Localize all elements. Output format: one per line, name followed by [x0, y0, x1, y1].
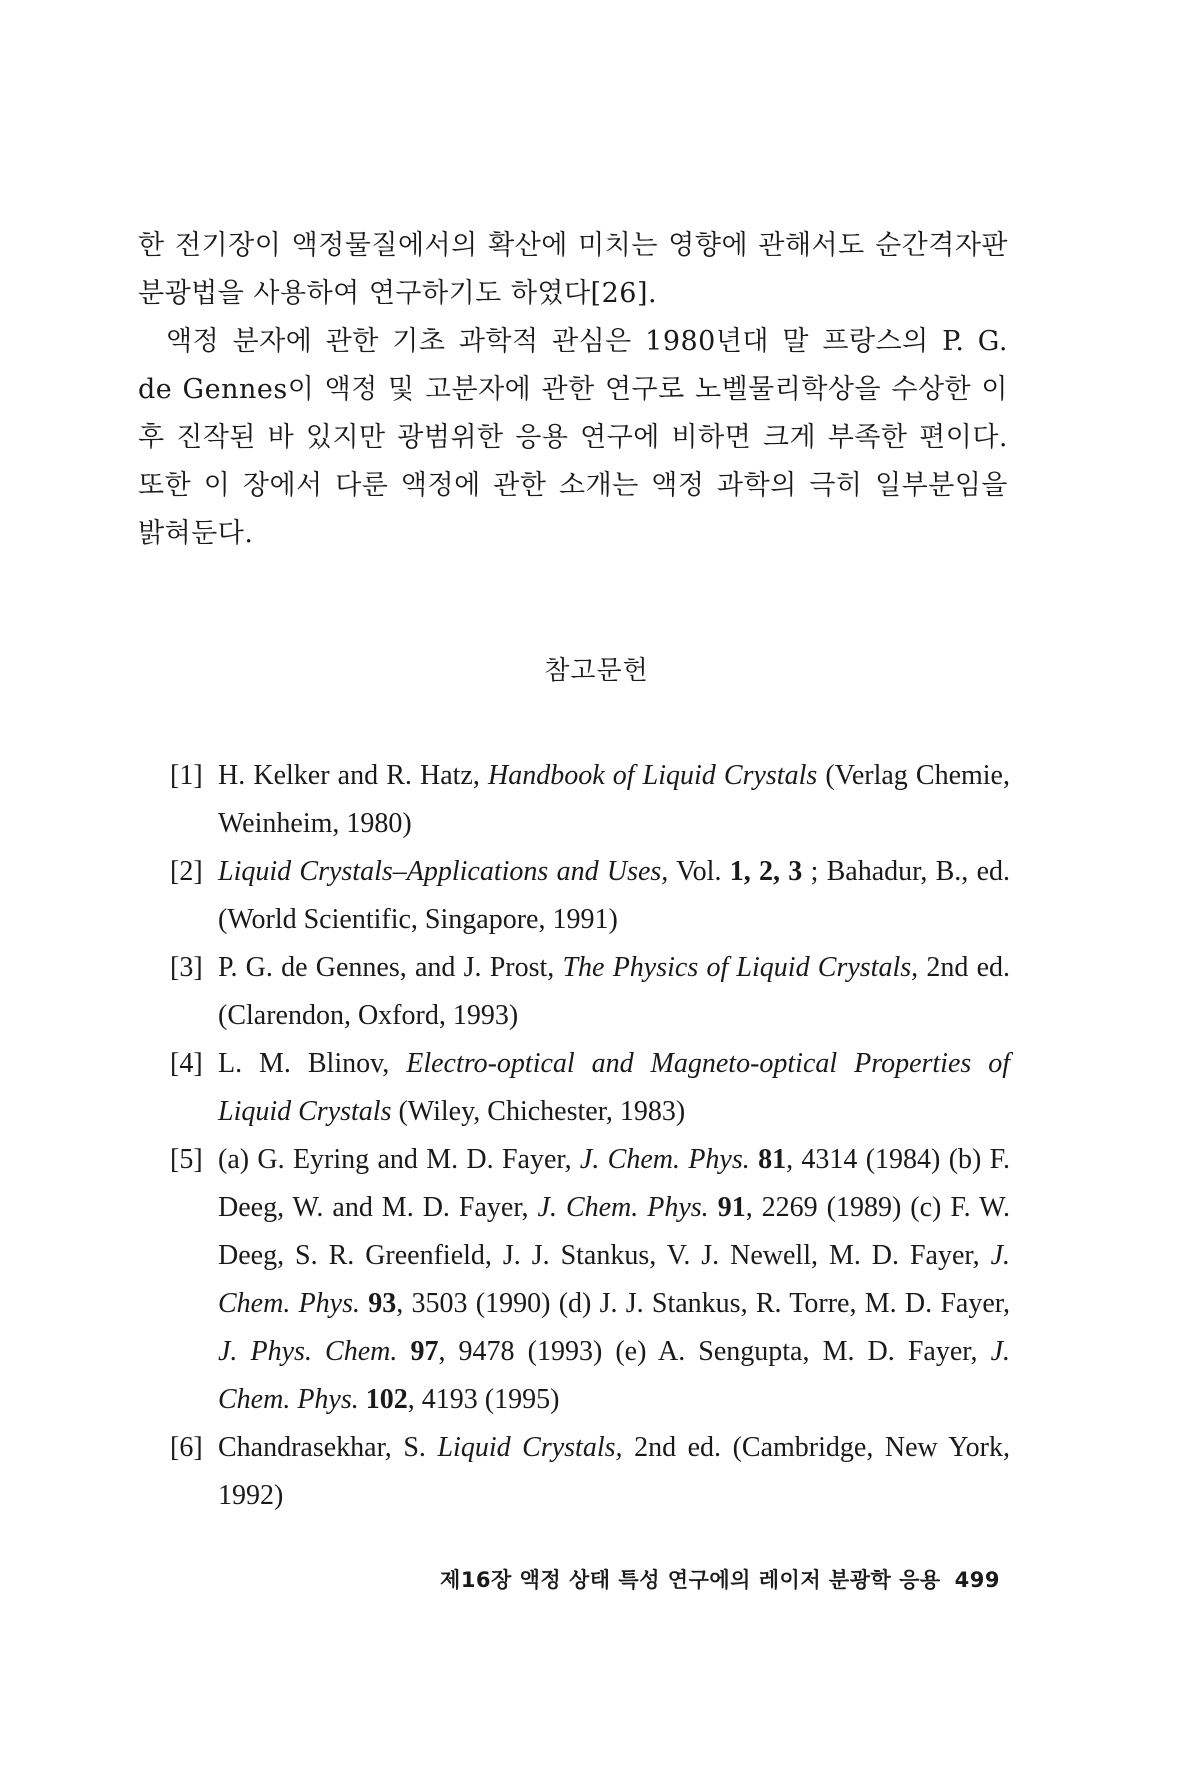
reference-fragment: , 2269 (1989) (c) F. W. Deeg, S. R. Greenfield, J. J. Stankus, V. J. Newell, M. D. Fayer,	[218, 1192, 1011, 1271]
reference-number: [2]	[170, 856, 203, 887]
reference-fragment: J. Chem. Phys.	[579, 1144, 750, 1175]
reference-fragment: Liquid Crystals–Applications and Uses,	[218, 856, 669, 887]
reference-fragment: 2nd ed. (Cambridge, New York, 1992)	[218, 1432, 1010, 1511]
reference-fragment: (a) G. Eyring and M. D. Fayer,	[218, 1144, 580, 1175]
reference-fragment: Electro-optical and Magneto-optical Properties of Liquid Crystals	[218, 1048, 1010, 1127]
reference-list	[170, 752, 1010, 1520]
reference-fragment: , 9478 (1993) (e) A. Sengupta, M. D. Fayer,	[438, 1336, 991, 1367]
page-number: 499	[954, 1568, 1000, 1592]
page-footer	[0, 1564, 1000, 1594]
reference-fragment: Chandrasekhar, S.	[218, 1432, 438, 1463]
reference-fragment	[750, 1144, 758, 1175]
reference-item	[170, 944, 1010, 1040]
reference-fragment: , 3503 (1990) (d) J. J. Stankus, R. Torre, M. D. Fayer,	[396, 1288, 1010, 1319]
paragraph-1: 한 전기장이 액정물질에서의 확산에 미치는 영향에 관해서도 순간격자판 분광법을 사용하여 연구하기도 하였다[26].	[138, 230, 1008, 309]
reference-fragment: J. Chem. Phys.	[537, 1192, 709, 1223]
reference-fragment	[709, 1192, 718, 1223]
reference-number: [1]	[170, 760, 203, 791]
reference-item	[170, 1040, 1010, 1136]
reference-text	[218, 944, 1010, 1040]
reference-fragment: H. Kelker and R. Hatz,	[218, 760, 488, 791]
reference-fragment: L. M. Blinov,	[218, 1048, 407, 1079]
reference-text	[218, 1040, 1010, 1136]
reference-item	[170, 848, 1010, 944]
reference-fragment: J. Chem. Phys.	[218, 1240, 1010, 1319]
reference-fragment: , 4193 (1995)	[407, 1384, 560, 1415]
reference-fragment	[397, 1336, 410, 1367]
reference-fragment: , 4314 (1984) (b) F. Deeg, W. and M. D. Fayer,	[218, 1144, 1010, 1223]
reference-fragment: 93	[368, 1288, 397, 1319]
reference-fragment: Vol.	[668, 856, 730, 887]
reference-number: [6]	[170, 1432, 203, 1463]
reference-fragment: 81	[758, 1144, 787, 1175]
reference-item	[170, 1424, 1010, 1520]
reference-fragment: 97	[410, 1336, 439, 1367]
reference-fragment: The Physics of Liquid Crystals,	[562, 952, 919, 983]
reference-number: [4]	[170, 1048, 203, 1079]
reference-fragment: Handbook of Liquid Crystals	[487, 760, 818, 791]
reference-number: [5]	[170, 1144, 203, 1175]
reference-fragment: 2nd ed. (Clarendon, Oxford, 1993)	[218, 952, 1010, 1031]
reference-fragment: 102	[365, 1384, 408, 1415]
reference-item	[170, 752, 1010, 848]
reference-item	[170, 1136, 1010, 1424]
reference-text	[218, 1136, 1010, 1424]
paragraph-2: 액정 분자에 관한 기초 과학적 관심은 1980년대 말 프랑스의 P. G. de Gennes이 액정 및 고분자에 관한 연구로 노벨물리학상을 수상한 이후 진작된 바 있지만 광범위한 응용 연구에 비하면 크게 부족한 편이다. 또한 이 장에서 다룬 액정에 관한 소개는 액정 과학의 극히 일부분임을 밝혀둔다.	[138, 326, 1008, 549]
reference-fragment: ; Bahadur, B., ed. (World Scientific, Singapore, 1991)	[218, 856, 1011, 935]
reference-fragment: (Wiley, Chichester, 1983)	[391, 1096, 686, 1127]
body-text	[138, 222, 1008, 558]
reference-text	[218, 752, 1010, 848]
references-heading: 참고문헌	[544, 656, 649, 686]
reference-fragment: J. Chem. Phys.	[218, 1336, 1011, 1415]
reference-text	[218, 848, 1010, 944]
reference-fragment: J. Phys. Chem.	[218, 1336, 398, 1367]
reference-number: [3]	[170, 952, 203, 983]
reference-fragment: 1, 2, 3	[729, 856, 803, 887]
reference-fragment: P. G. de Gennes, and J. Prost,	[218, 952, 563, 983]
reference-fragment: (Verlag Chemie, Weinheim, 1980)	[218, 760, 1010, 839]
reference-fragment: 91	[717, 1192, 746, 1223]
reference-fragment	[359, 1384, 366, 1415]
reference-text	[218, 1424, 1010, 1520]
reference-fragment: Liquid Crystals,	[437, 1432, 623, 1463]
running-head: 제16장 액정 상태 특성 연구에의 레이저 분광학 응용	[440, 1568, 941, 1592]
